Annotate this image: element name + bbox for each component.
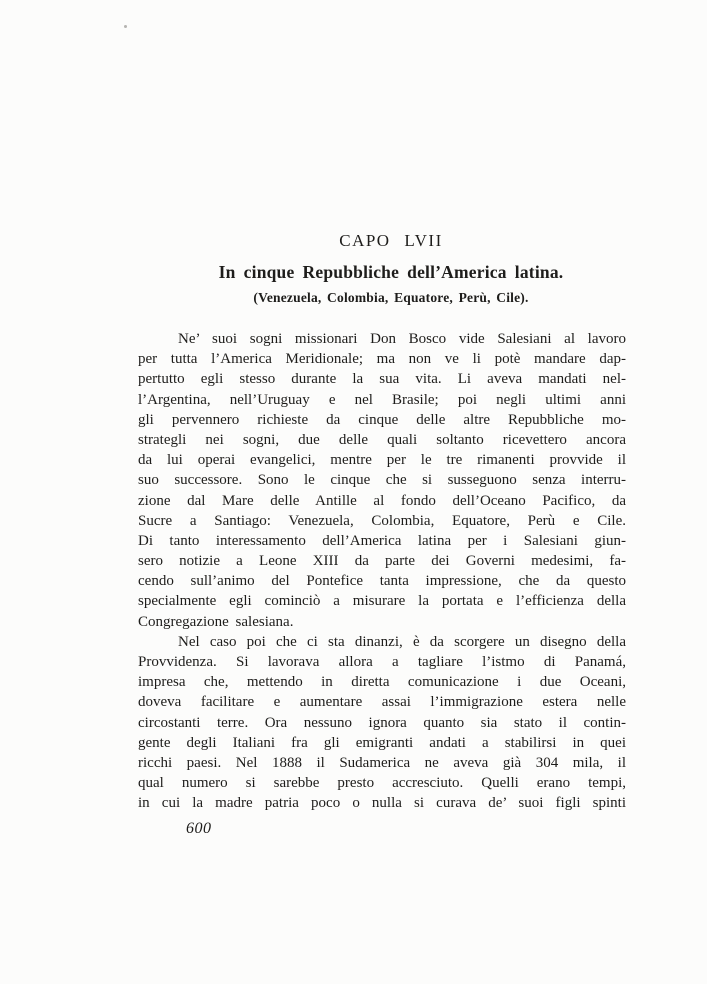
body-text — [138, 329, 626, 814]
text-line: circostanti terre. Ora nessuno ignora quanto sia stato il contin- — [138, 714, 626, 731]
text-line: Congregazione salesiana. — [138, 613, 294, 630]
chapter-subtitle: (Venezuela, Colombia, Equatore, Perù, Cile). — [253, 290, 529, 305]
text-line: Nel caso poi che ci sta dinanzi, è da scorgere un disegno della — [178, 633, 626, 650]
chapter-title: In cinque Repubbliche dell’America latina. — [218, 262, 564, 282]
text-line: pertutto egli stesso durante la sua vita. Li aveva mandati nel- — [138, 371, 626, 388]
text-line: sero notizie a Leone XIII da parte dei Governi medesimi, fa- — [138, 553, 626, 570]
scan-speck — [124, 25, 127, 28]
text-line: qual numero si sarebbe presto accresciuto. Quelli erano tempi, — [138, 775, 626, 792]
text-line: da lui operai evangelici, mentre per le tre rimanenti provvide il — [138, 452, 626, 469]
text-line: Sucre a Santiago: Venezuela, Colombia, Equatore, Perù e Cile. — [138, 512, 626, 529]
text-line: Provvidenza. Si lavorava allora a tagliare l’istmo di Panamá, — [138, 654, 626, 670]
text-line: cendo sull’animo del Pontefice tanta impressione, che da questo — [138, 573, 626, 590]
text-line: l’Argentina, nell’Uruguay e nel Brasile; poi negli ultimi anni — [138, 391, 626, 408]
text-line: zione dal Mare delle Antille al fondo dell’Oceano Pacifico, da — [138, 492, 626, 509]
text-line: ricchi paesi. Nel 1888 il Sudamerica ne aveva già 304 mila, il — [138, 754, 626, 771]
text-line: in cui la madre patria poco o nulla si curava de’ suoi figli spinti — [138, 795, 626, 812]
chapter-heading: CAPO LVII — [339, 231, 443, 250]
text-line: Di tanto interessamento dell’America latina per i Salesiani giun- — [138, 532, 626, 549]
text-line: impresa che, mettendo in diretta comunicazione i due Oceani, — [138, 674, 626, 691]
text-line: gente degli Italiani fra gli emigranti andati a stabilirsi in quei — [138, 734, 626, 751]
text-line: suo successore. Sono le cinque che si susseguono senza interru- — [138, 472, 626, 489]
text-line: per tutta l’America Meridionale; ma non ve li potè mandare dap- — [138, 351, 626, 368]
text-line: doveva facilitare e aumentare assai l’immigrazione estera nelle — [138, 694, 626, 711]
page-number: 600 — [186, 820, 212, 837]
text-line: specialmente egli cominciò a misurare la portata e l’efficienza della — [138, 593, 626, 610]
text-line: strategli nei sogni, due delle quali soltanto ricevettero ancora — [138, 431, 626, 448]
text-line: gli pervennero richieste da cinque delle altre Repubbliche mo- — [138, 411, 626, 428]
text-line: Ne’ suoi sogni missionari Don Bosco vide Salesiani al lavoro — [178, 331, 626, 347]
